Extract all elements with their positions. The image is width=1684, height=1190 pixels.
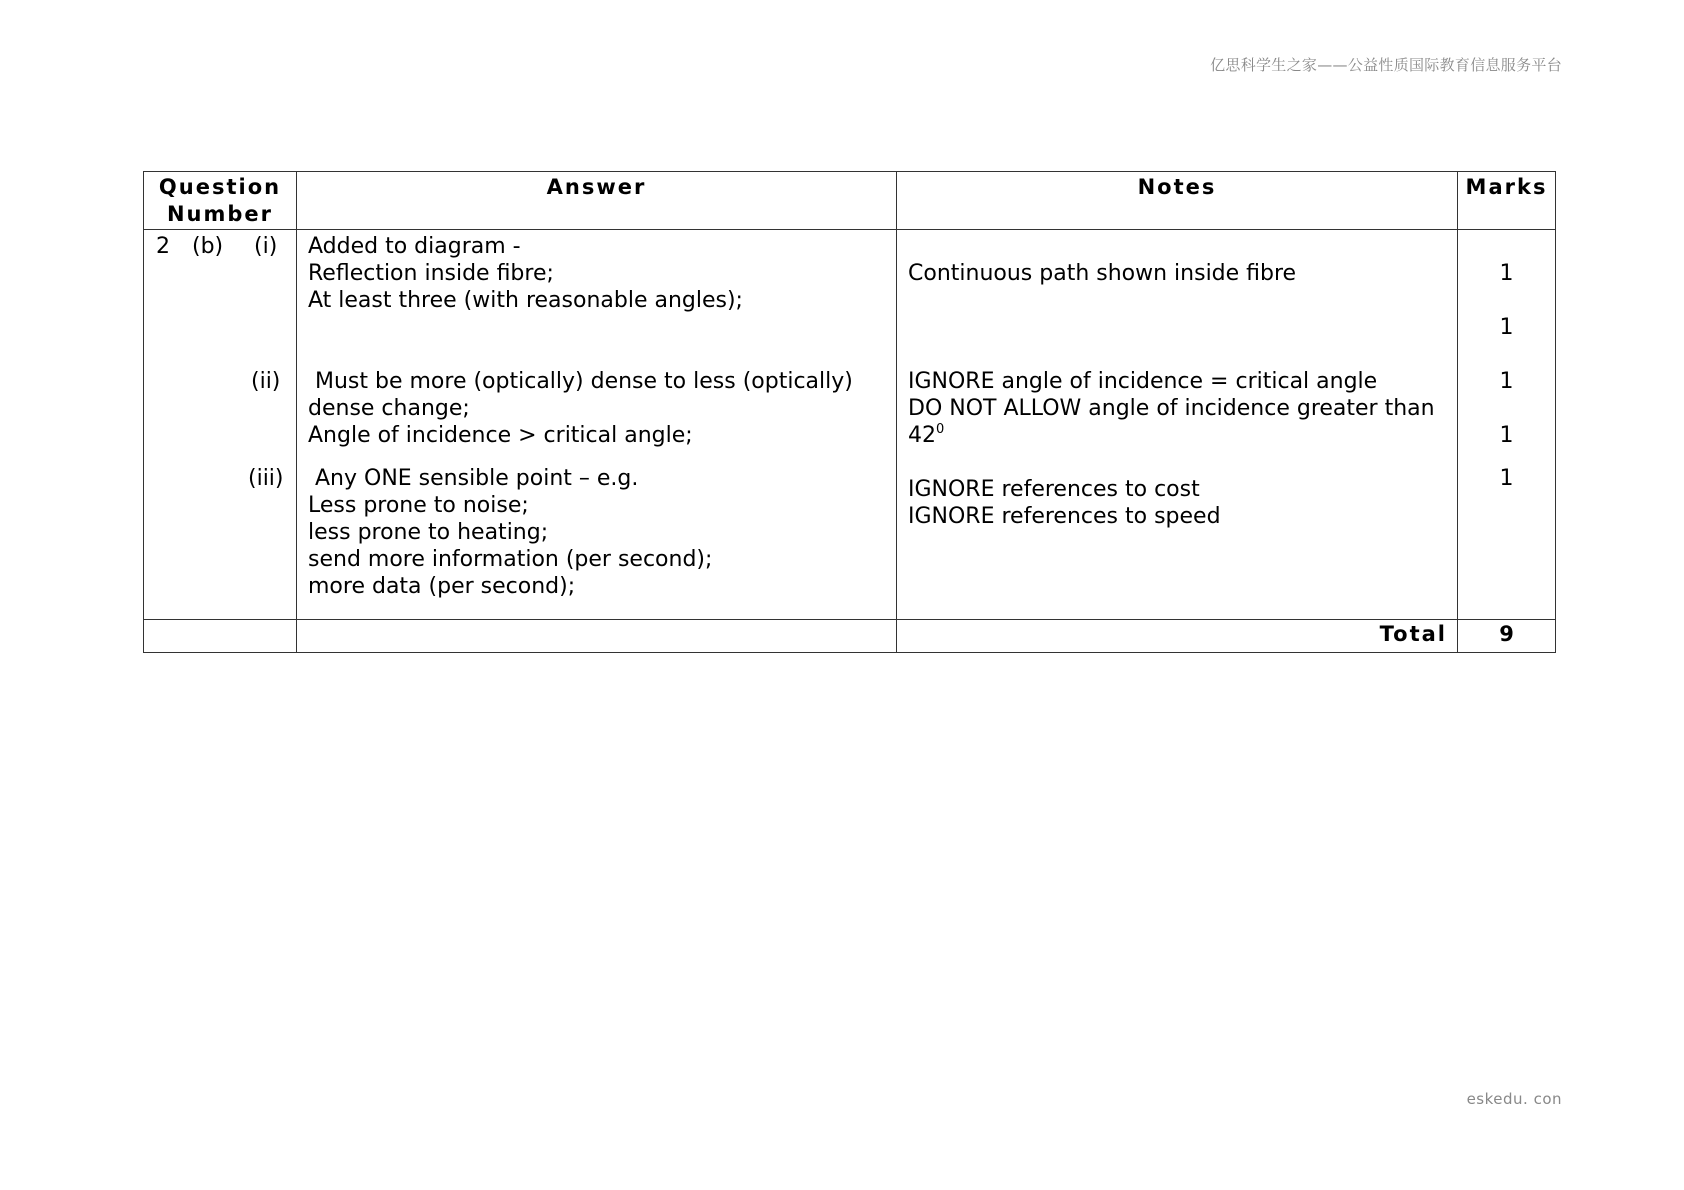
answer-line: dense change; <box>308 396 470 421</box>
answer-line: less prone to heating; <box>308 520 549 545</box>
question-sub-iii: (iii) <box>248 466 284 491</box>
question-number: 2 <box>156 234 170 259</box>
watermark-top: 亿思科学生之家——公益性质国际教育信息服务平台 <box>1210 56 1562 74</box>
mark-value: 1 <box>1499 466 1514 491</box>
answer-line: Added to diagram - <box>308 234 521 259</box>
notes-angle-value: 42 <box>908 423 936 448</box>
total-row <box>144 620 1556 653</box>
mark-value: 1 <box>1499 315 1514 340</box>
question-sub-i: (i) <box>254 234 278 259</box>
header-question-line1: Question <box>158 175 282 199</box>
notes-line: IGNORE references to speed <box>908 504 1221 529</box>
question-sub-ii: (ii) <box>251 369 281 394</box>
question-cell <box>144 230 297 620</box>
header-question-number <box>144 172 297 230</box>
watermark-bottom: eskedu. con <box>1466 1090 1562 1108</box>
answer-line: Angle of incidence > critical angle; <box>308 423 693 448</box>
notes-angle <box>908 422 944 449</box>
notes-cell <box>897 230 1458 620</box>
marks-cell <box>1458 230 1556 620</box>
answer-line: Less prone to noise; <box>308 493 529 518</box>
total-empty-answer <box>297 620 897 653</box>
header-question-line2: Number <box>166 202 274 226</box>
answer-line: more data (per second); <box>308 574 576 599</box>
notes-line: IGNORE references to cost <box>908 477 1200 502</box>
question-part: (b) <box>192 234 224 259</box>
mark-scheme-table <box>143 171 1556 653</box>
content-row <box>144 230 1556 620</box>
total-label: Total <box>897 620 1458 653</box>
header-answer: Answer <box>297 172 897 230</box>
total-value: 9 <box>1458 620 1556 653</box>
header-marks: Marks <box>1458 172 1556 230</box>
notes-line: Continuous path shown inside fibre <box>908 261 1297 286</box>
answer-line: Any ONE sensible point – e.g. <box>308 466 639 491</box>
answer-line: send more information (per second); <box>308 547 713 572</box>
mark-value: 1 <box>1499 423 1514 448</box>
answer-line: Reflection inside fibre; <box>308 261 554 286</box>
header-notes: Notes <box>897 172 1458 230</box>
total-empty-question <box>144 620 297 653</box>
notes-angle-superscript: 0 <box>936 422 945 437</box>
mark-value: 1 <box>1499 261 1514 286</box>
header-row <box>144 172 1556 230</box>
notes-line: IGNORE angle of incidence = critical angle <box>908 369 1378 394</box>
answer-cell <box>297 230 897 620</box>
answer-line: At least three (with reasonable angles); <box>308 288 743 313</box>
answer-line: Must be more (optically) dense to less (optically) <box>308 369 853 394</box>
notes-line: DO NOT ALLOW angle of incidence greater than <box>908 396 1435 421</box>
mark-value: 1 <box>1499 369 1514 394</box>
